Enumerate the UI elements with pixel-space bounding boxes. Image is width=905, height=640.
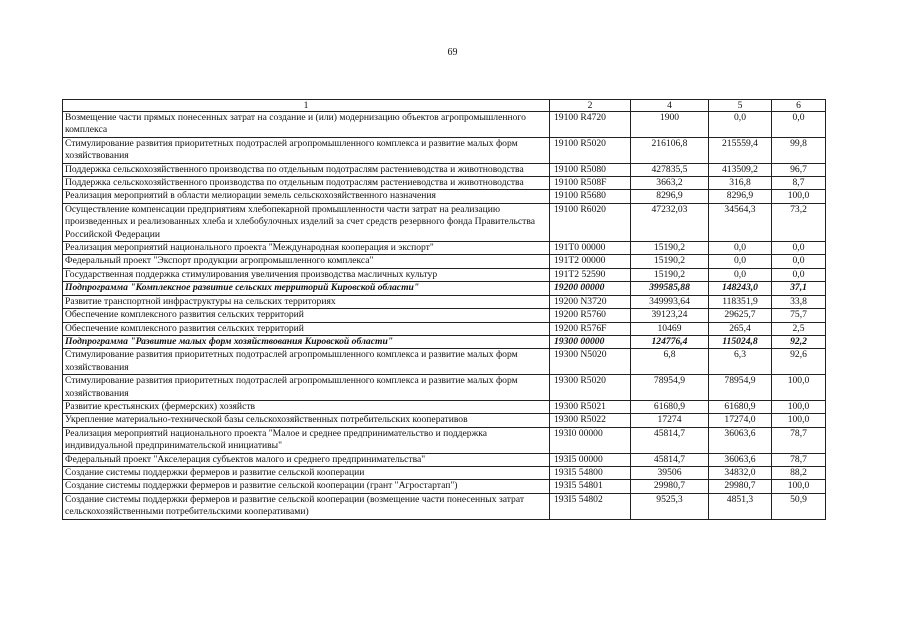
- row-col5-cell: 8296,9: [709, 190, 772, 203]
- row-col6-cell: 92,2: [772, 335, 826, 348]
- row-col4-cell: 216106,8: [631, 137, 709, 163]
- row-col6-cell: 0,0: [772, 242, 826, 255]
- row-name-cell: Развитие крестьянских (фермерских) хозяйств: [63, 400, 550, 413]
- row-code-cell: 193I0 00000: [550, 427, 631, 453]
- row-col5-cell: 61680,9: [709, 400, 772, 413]
- row-col4-cell: 10469: [631, 322, 709, 335]
- header-cell-6: 6: [772, 100, 826, 112]
- table-row: [63, 414, 826, 427]
- row-name-cell: Создание системы поддержки фермеров и развитие сельской кооперации (грант "Агростартап"): [63, 480, 550, 493]
- row-col5-cell: 148243,0: [709, 282, 772, 295]
- row-col4-cell: 78954,9: [631, 375, 709, 401]
- row-col5-cell: 17274,0: [709, 414, 772, 427]
- table-row: [63, 335, 826, 348]
- row-code-cell: 19200 R5760: [550, 309, 631, 322]
- header-cell-4: 4: [631, 100, 709, 112]
- row-code-cell: 19300 R5021: [550, 400, 631, 413]
- row-col5-cell: 4851,3: [709, 493, 772, 519]
- row-col6-cell: 73,2: [772, 203, 826, 241]
- row-name-cell: Подпрограмма "Комплексное развитие сельских территорий Кировской области": [63, 282, 550, 295]
- table-row: [63, 268, 826, 281]
- row-col5-cell: 0,0: [709, 112, 772, 138]
- row-code-cell: 19100 R6020: [550, 203, 631, 241]
- table-row: [63, 242, 826, 255]
- row-col5-cell: 29980,7: [709, 480, 772, 493]
- row-col5-cell: 6,3: [709, 349, 772, 375]
- row-col4-cell: 427835,5: [631, 163, 709, 176]
- page-number: 69: [447, 47, 458, 58]
- row-name-cell: Развитие транспортной инфраструктуры на сельских территориях: [63, 295, 550, 308]
- table-row: [63, 203, 826, 241]
- row-code-cell: 19200 R576F: [550, 322, 631, 335]
- row-col4-cell: 1900: [631, 112, 709, 138]
- header-cell-1: 1: [63, 100, 550, 112]
- row-col5-cell: 265,4: [709, 322, 772, 335]
- row-code-cell: 19100 R5080: [550, 163, 631, 176]
- row-col5-cell: 413509,2: [709, 163, 772, 176]
- row-code-cell: 19300 R5020: [550, 375, 631, 401]
- row-col6-cell: 50,9: [772, 493, 826, 519]
- table-row: [63, 309, 826, 322]
- table-row: [63, 375, 826, 401]
- table-row: [63, 163, 826, 176]
- row-col5-cell: 115024,8: [709, 335, 772, 348]
- row-code-cell: 19100 R5020: [550, 137, 631, 163]
- table-row: [63, 295, 826, 308]
- table-row: [63, 453, 826, 466]
- row-code-cell: 191T2 52590: [550, 268, 631, 281]
- row-col4-cell: 39123,24: [631, 309, 709, 322]
- row-name-cell: Стимулирование развития приоритетных подотраслей агропромышленного комплекса и развитие малых форм хозяйствования: [63, 349, 550, 375]
- header-cell-5: 5: [709, 100, 772, 112]
- row-name-cell: Обеспечение комплексного развития сельских территорий: [63, 322, 550, 335]
- row-col6-cell: 8,7: [772, 177, 826, 190]
- row-name-cell: Поддержка сельскохозяйственного производства по отдельным подотраслям растениеводства и животноводства: [63, 177, 550, 190]
- table-row: [63, 466, 826, 479]
- row-col4-cell: 17274: [631, 414, 709, 427]
- row-col6-cell: 100,0: [772, 414, 826, 427]
- row-name-cell: Реализация мероприятий в области мелиорации земель сельскохозяйственного назначения: [63, 190, 550, 203]
- row-code-cell: 19100 R508F: [550, 177, 631, 190]
- budget-table: [62, 99, 826, 520]
- row-code-cell: 19300 R5022: [550, 414, 631, 427]
- row-name-cell: Осуществление компенсации предприятиям хлебопекарной промышленности части затрат на реализацию произведенных и реализованных хлеба и хлебобулочных изделий за счет средств резервного фонда Правительства Российской Федерации: [63, 203, 550, 241]
- row-col6-cell: 75,7: [772, 309, 826, 322]
- row-col4-cell: 15190,2: [631, 255, 709, 268]
- row-col6-cell: 0,0: [772, 268, 826, 281]
- row-name-cell: Реализация мероприятий национального проекта "Малое и среднее предпринимательство и поддержка индивидуальной предпринимательской инициативы": [63, 427, 550, 453]
- table-row: [63, 427, 826, 453]
- row-col4-cell: 61680,9: [631, 400, 709, 413]
- row-col4-cell: 45814,7: [631, 427, 709, 453]
- row-name-cell: Государственная поддержка стимулирования увеличения производства масличных культур: [63, 268, 550, 281]
- row-col6-cell: 100,0: [772, 190, 826, 203]
- row-col5-cell: 29625,7: [709, 309, 772, 322]
- row-col4-cell: 349993,64: [631, 295, 709, 308]
- row-code-cell: 19100 R4720: [550, 112, 631, 138]
- table-row: [63, 282, 826, 295]
- table-row: [63, 493, 826, 519]
- row-col5-cell: 36063,6: [709, 427, 772, 453]
- row-col6-cell: 100,0: [772, 480, 826, 493]
- row-col4-cell: 9525,3: [631, 493, 709, 519]
- row-col5-cell: 0,0: [709, 268, 772, 281]
- row-col6-cell: 78,7: [772, 453, 826, 466]
- row-code-cell: 193I5 54802: [550, 493, 631, 519]
- row-code-cell: 19200 N3720: [550, 295, 631, 308]
- table-row: [63, 480, 826, 493]
- header-cell-2: 2: [550, 100, 631, 112]
- row-name-cell: Создание системы поддержки фермеров и развитие сельской кооперации: [63, 466, 550, 479]
- row-code-cell: 19200 00000: [550, 282, 631, 295]
- row-col6-cell: 2,5: [772, 322, 826, 335]
- row-name-cell: Федеральный проект "Экспорт продукции агропромышленного комплекса": [63, 255, 550, 268]
- row-name-cell: Реализация мероприятий национального проекта "Международная кооперация и экспорт": [63, 242, 550, 255]
- row-col5-cell: 0,0: [709, 242, 772, 255]
- row-name-cell: Создание системы поддержки фермеров и развитие сельской кооперации (возмещение части понесенных затрат сельскохозяйственными потребительскими кооперативами): [63, 493, 550, 519]
- row-col4-cell: 15190,2: [631, 242, 709, 255]
- row-name-cell: Поддержка сельскохозяйственного производства по отдельным подотраслям растениеводства и животноводства: [63, 163, 550, 176]
- row-col6-cell: 78,7: [772, 427, 826, 453]
- row-name-cell: Стимулирование развития приоритетных подотраслей агропромышленного комплекса и развитие малых форм хозяйствования: [63, 137, 550, 163]
- row-col6-cell: 0,0: [772, 112, 826, 138]
- row-col4-cell: 45814,7: [631, 453, 709, 466]
- row-col5-cell: 34832,0: [709, 466, 772, 479]
- table-row: [63, 322, 826, 335]
- row-col4-cell: 399585,88: [631, 282, 709, 295]
- row-code-cell: 193I5 54801: [550, 480, 631, 493]
- row-code-cell: 193I5 00000: [550, 453, 631, 466]
- row-col4-cell: 47232,03: [631, 203, 709, 241]
- row-code-cell: 191T2 00000: [550, 255, 631, 268]
- row-col4-cell: 124776,4: [631, 335, 709, 348]
- table-row: [63, 255, 826, 268]
- row-col4-cell: 15190,2: [631, 268, 709, 281]
- row-col5-cell: 316,8: [709, 177, 772, 190]
- row-code-cell: 19300 N5020: [550, 349, 631, 375]
- row-name-cell: Федеральный проект "Акселерация субъектов малого и среднего предпринимательства": [63, 453, 550, 466]
- table-row: [63, 190, 826, 203]
- row-name-cell: Возмещение части прямых понесенных затрат на создание и (или) модернизацию объектов агропромышленного комплекса: [63, 112, 550, 138]
- row-col6-cell: 0,0: [772, 255, 826, 268]
- row-col6-cell: 96,7: [772, 163, 826, 176]
- row-col5-cell: 118351,9: [709, 295, 772, 308]
- row-col5-cell: 36063,6: [709, 453, 772, 466]
- row-code-cell: 193I5 54800: [550, 466, 631, 479]
- table-row: [63, 349, 826, 375]
- row-code-cell: 191T0 00000: [550, 242, 631, 255]
- table-row: [63, 137, 826, 163]
- row-name-cell: Укрепление материально-технической базы сельскохозяйственных потребительских кооперативов: [63, 414, 550, 427]
- row-col6-cell: 99,8: [772, 137, 826, 163]
- table-row: [63, 112, 826, 138]
- table-row: [63, 400, 826, 413]
- row-code-cell: 19100 R5680: [550, 190, 631, 203]
- row-col6-cell: 100,0: [772, 400, 826, 413]
- row-col6-cell: 37,1: [772, 282, 826, 295]
- row-col4-cell: 6,8: [631, 349, 709, 375]
- row-col6-cell: 88,2: [772, 466, 826, 479]
- row-col6-cell: 33,8: [772, 295, 826, 308]
- row-col4-cell: 8296,9: [631, 190, 709, 203]
- row-name-cell: Обеспечение комплексного развития сельских территорий: [63, 309, 550, 322]
- table-row: [63, 177, 826, 190]
- row-col5-cell: 215559,4: [709, 137, 772, 163]
- row-name-cell: Подпрограмма "Развитие малых форм хозяйствования Кировской области": [63, 335, 550, 348]
- row-code-cell: 19300 00000: [550, 335, 631, 348]
- row-col5-cell: 34564,3: [709, 203, 772, 241]
- row-col4-cell: 39506: [631, 466, 709, 479]
- row-col6-cell: 92,6: [772, 349, 826, 375]
- row-col4-cell: 29980,7: [631, 480, 709, 493]
- row-col6-cell: 100,0: [772, 375, 826, 401]
- row-col4-cell: 3663,2: [631, 177, 709, 190]
- table-header-row: [63, 100, 826, 112]
- row-col5-cell: 0,0: [709, 255, 772, 268]
- row-col5-cell: 78954,9: [709, 375, 772, 401]
- row-name-cell: Стимулирование развития приоритетных подотраслей агропромышленного комплекса и развитие малых форм хозяйствования: [63, 375, 550, 401]
